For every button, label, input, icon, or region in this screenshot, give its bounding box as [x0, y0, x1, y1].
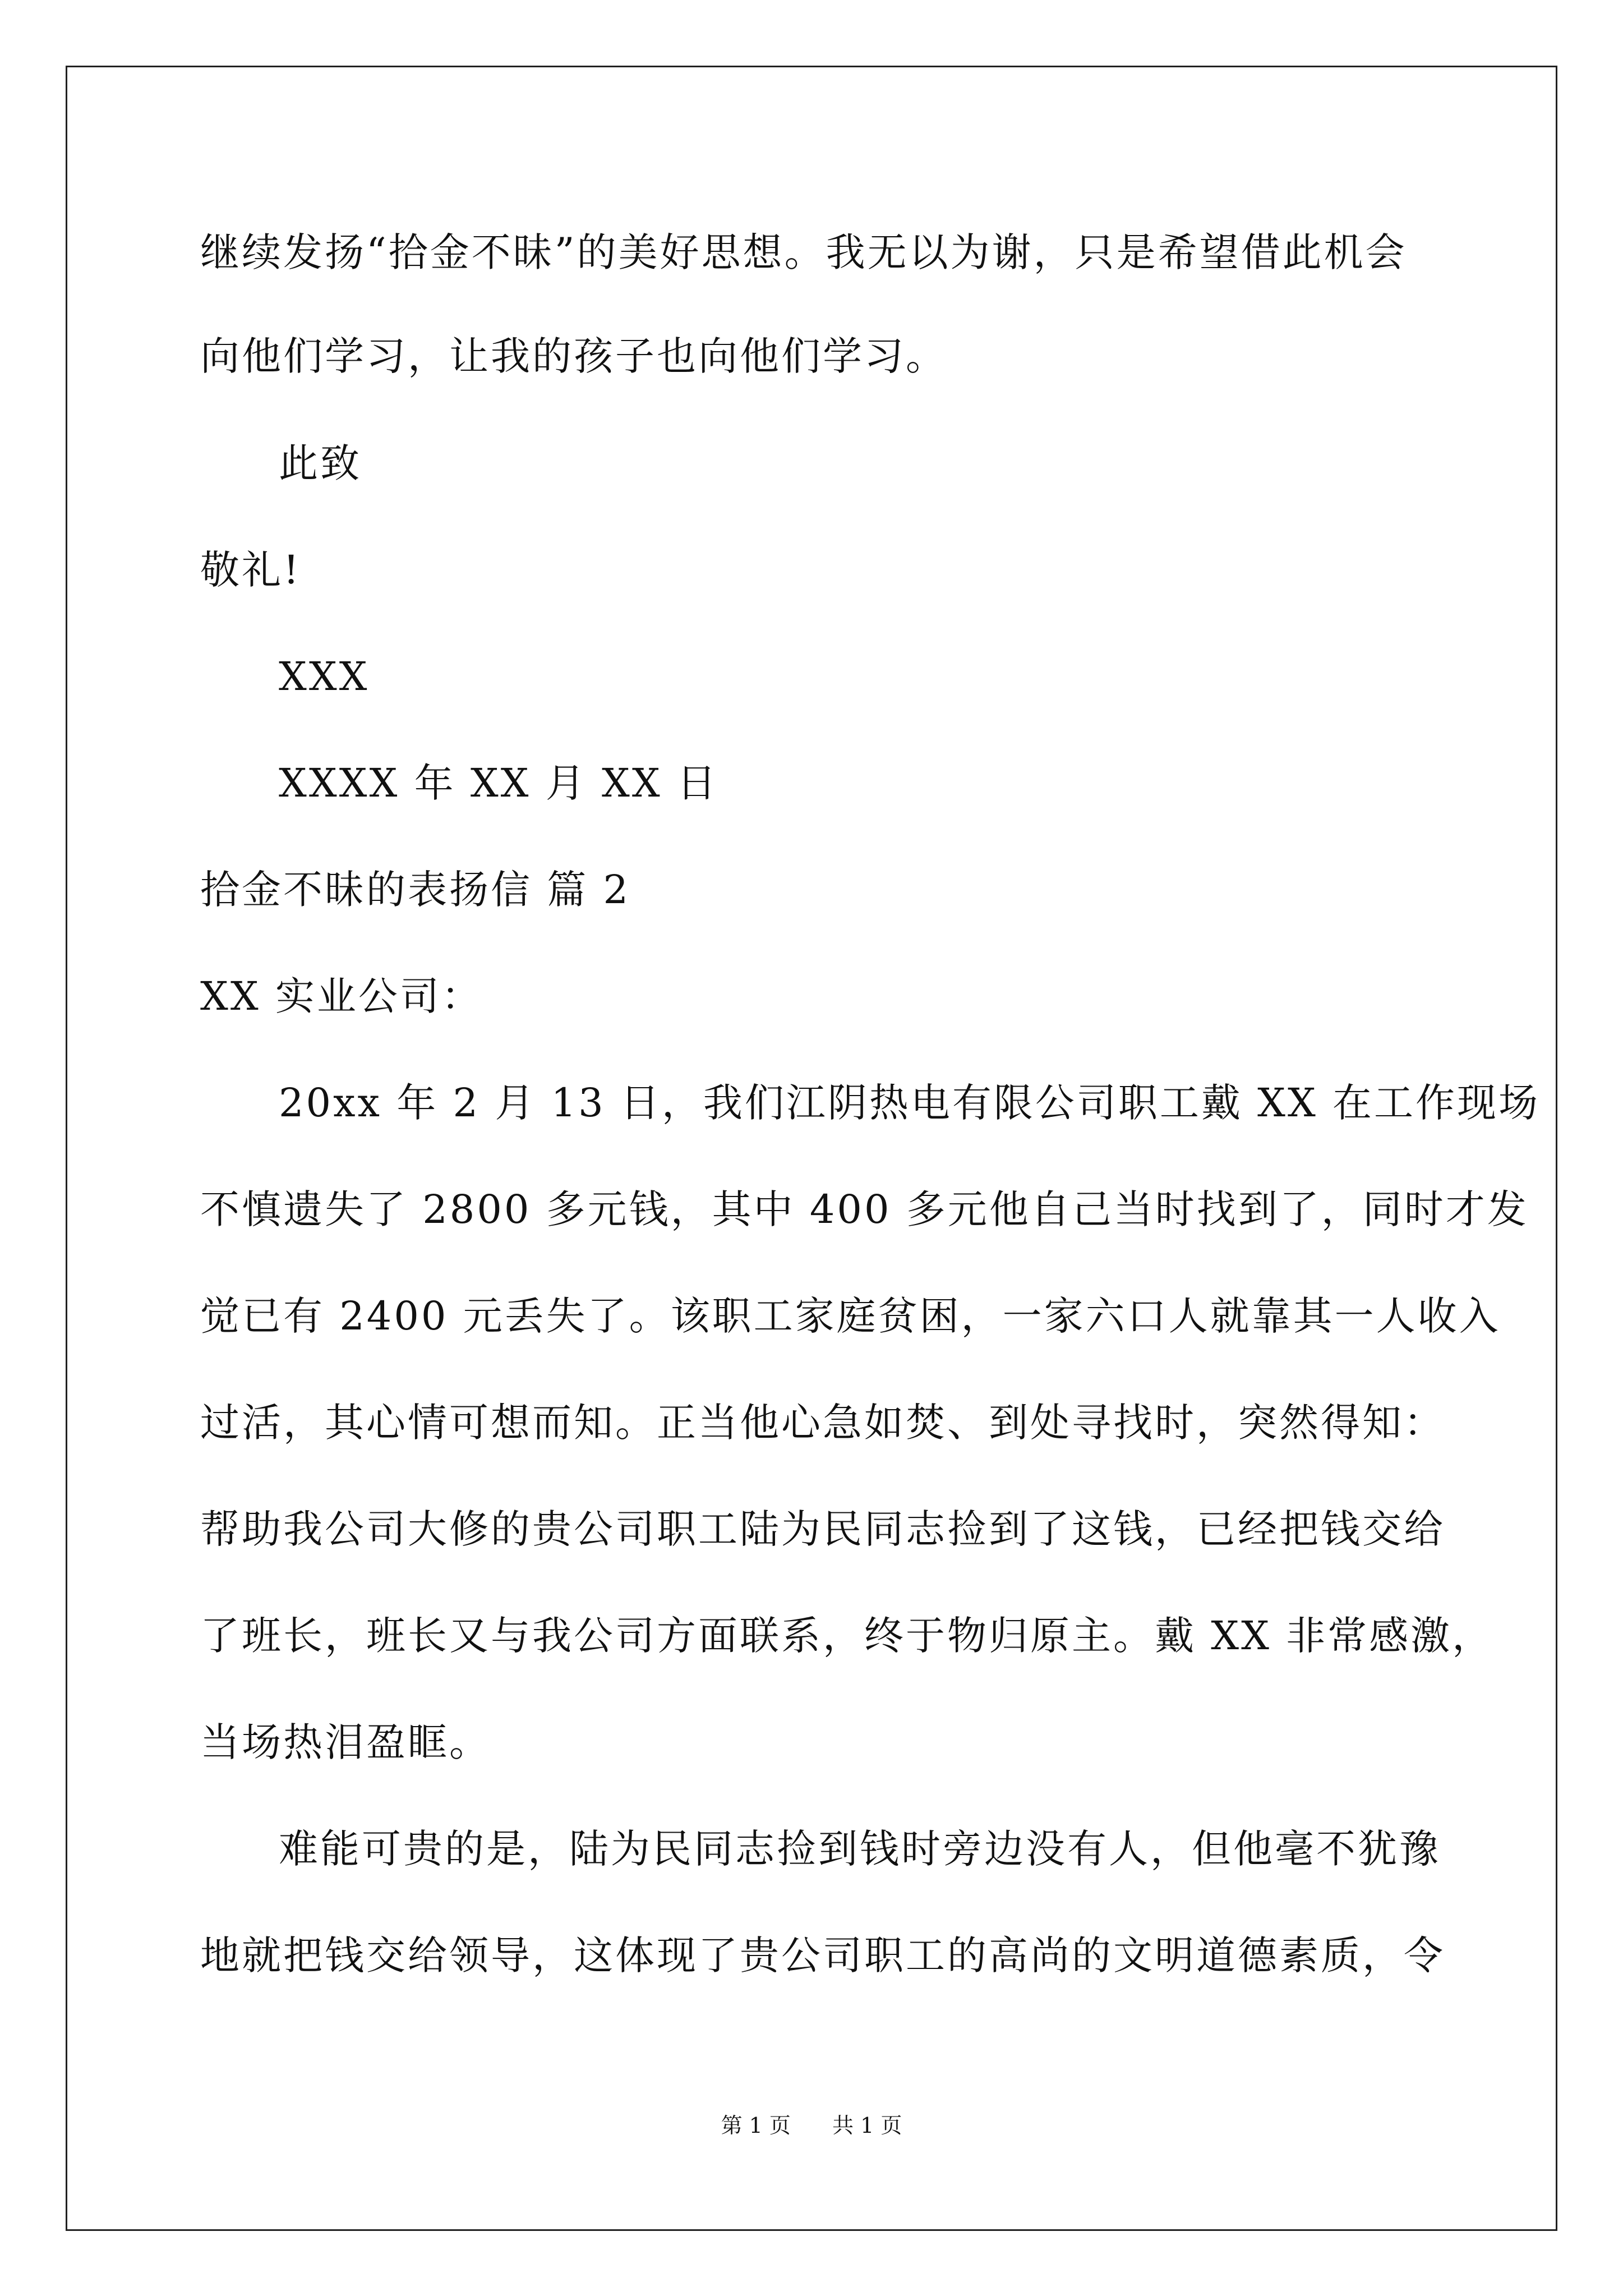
body-line-8: 了班长，班长又与我公司方面联系，终于物归原主。戴 XX 非常感激，: [200, 1613, 1494, 1659]
signature-date: XXXX 年 XX 月 XX 日: [279, 760, 718, 806]
section-heading: 拾金不昧的表扬信 篇 2: [200, 867, 631, 913]
body-line-7: 帮助我公司大修的贵公司职工陆为民同志捡到了这钱，已经把钱交给: [200, 1506, 1445, 1552]
closing-regards: 敬礼!: [200, 547, 302, 593]
body-line-10: 难能可贵的是，陆为民同志捡到钱时旁边没有人，但他毫不犹豫: [279, 1826, 1441, 1872]
recipient-line: XX 实业公司：: [200, 973, 483, 1019]
body-line-3: 20xx 年 2 月 13 日，我们江阴热电有限公司职工戴 XX 在工作现场: [279, 1080, 1541, 1126]
body-line-11: 地就把钱交给领导，这体现了贵公司职工的高尚的文明道德素质，令: [200, 1932, 1445, 1978]
body-line-5: 觉已有 2400 元丢失了。该职工家庭贫困，一家六口人就靠其一人收入: [200, 1293, 1501, 1339]
page-footer: [0, 2112, 1623, 2139]
body-line-4: 不慎遗失了 2800 多元钱，其中 400 多元他自己当时找到了，同时才发: [200, 1186, 1529, 1232]
body-line-6: 过活，其心情可想而知。正当他心急如焚、到处寻找时，突然得知：: [200, 1400, 1445, 1446]
body-line-2: 向他们学习，让我的孩子也向他们学习。: [200, 333, 947, 379]
page-frame: [66, 66, 1557, 2231]
signature-name: XXX: [279, 654, 370, 700]
page-total: 共 1 页: [832, 2113, 902, 2138]
body-line-9: 当场热泪盈眶。: [200, 1719, 491, 1765]
body-line-1: 继续发扬“拾金不昧”的美好思想。我无以为谢，只是希望借此机会: [200, 229, 1407, 275]
page-number: 第 1 页: [721, 2113, 791, 2138]
closing-salutation: 此致: [279, 440, 362, 486]
